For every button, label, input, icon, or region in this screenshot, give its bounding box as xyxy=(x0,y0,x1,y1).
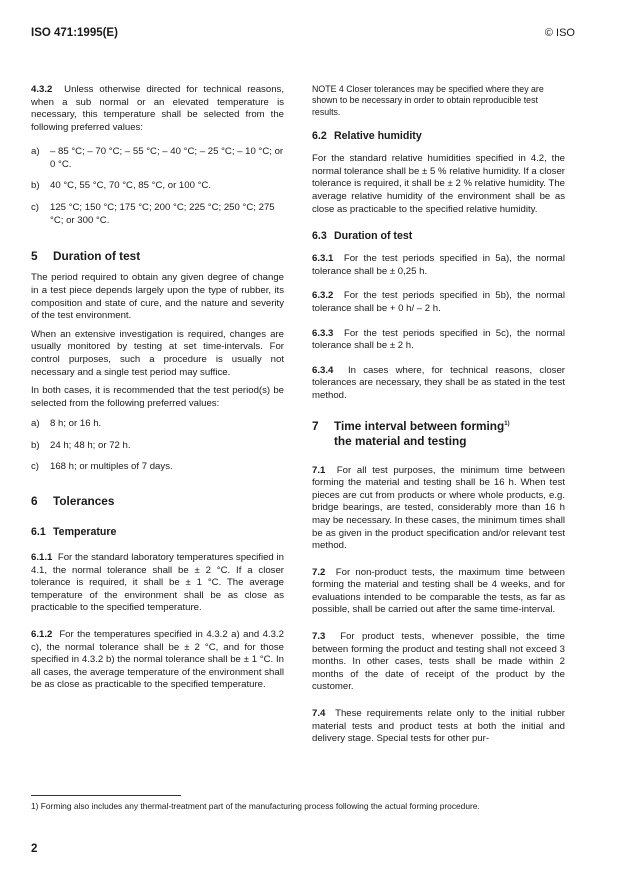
clause-7-4 xyxy=(312,708,565,746)
subsection-title: Relative humidity xyxy=(334,130,422,143)
copyright-mark: © ISO xyxy=(544,27,575,39)
clause-text: For the test periods specified in 5b), the normal tolerance shall be + 0 h/ – 2 h. xyxy=(312,290,565,314)
clause-number: 6.3.4 xyxy=(312,364,334,376)
clause-number: 6.1.2 xyxy=(31,629,53,641)
footnote-marker: 1) xyxy=(504,420,510,427)
clause-6-3-1 xyxy=(312,253,565,278)
subsection-number: 6.3 xyxy=(312,230,327,243)
list-item xyxy=(31,146,284,171)
clause-7-3 xyxy=(312,631,565,694)
footnote-divider xyxy=(31,795,181,796)
section-heading xyxy=(312,417,565,449)
right-column xyxy=(312,84,565,746)
clause-number: 7.2 xyxy=(312,566,326,578)
clause-number: 6.1.1 xyxy=(31,552,53,564)
section-number: 5 xyxy=(31,249,38,264)
list-item xyxy=(31,418,284,431)
list-text: 40 °C, 55 °C, 70 °C, 85 °C, or 100 °C. xyxy=(50,179,212,191)
clause-text: For the test periods specified in 5c), the normal tolerance shall be ± 2 h. xyxy=(312,327,565,352)
list-text: 168 h; or multiples of 7 days. xyxy=(50,461,173,473)
clause-text: For the standard laboratory temperatures specified in 4.1, the normal tolerance shall be ± 2 °C. If a closer tolerance is required, it shall be ± 1 °C. The average temperature of the environment shall be as close as practicable to the specified temperature. xyxy=(31,552,284,614)
list-text: 24 h; 48 h; or 72 h. xyxy=(50,439,131,451)
section-title: Duration of test xyxy=(53,249,141,264)
clause-text: These requirements relate only to the initial rubber material tests and product tests at both the initial and delivery stage. Special tests for other pur- xyxy=(312,708,565,745)
clause-number: 7.4 xyxy=(312,708,326,720)
subsection-title: Duration of test xyxy=(334,230,413,243)
paragraph: In both cases, it is recommended that the test period(s) be selected from the following preferred values: xyxy=(31,385,284,409)
list-item xyxy=(31,461,284,474)
clause-text: In cases where, for technical reasons, closer tolerances are necessary, they shall be as stated in the test method. xyxy=(312,364,565,401)
section-number: 7 xyxy=(312,418,319,433)
clause-number: 4.3.2 xyxy=(31,84,53,95)
left-column xyxy=(31,84,284,692)
subsection-number: 6.2 xyxy=(312,130,327,143)
clause-number: 7.3 xyxy=(312,631,326,643)
clause-text: For product tests, whenever possible, the time between forming the product and testing shall not exceed 3 months. In other cases, tests shall be made within 2 months of the date of receipt of the product by the customer. xyxy=(312,631,565,693)
clause-text: For non-product tests, the maximum time between forming the material and testing shall be 4 weeks, and for evaluations intended to be comparable the tests, as far as possible, shall be carried out after the same time-interval. xyxy=(312,566,565,616)
list-label: a) xyxy=(31,418,40,430)
clause-6-3-4 xyxy=(312,365,565,403)
page-number: 2 xyxy=(31,843,38,855)
clause-text: For the temperatures specified in 4.3.2 a) and 4.3.2 c), the normal tolerance shall be ± 2 °C, and for those specified in 4.3.2 b) the normal tolerance shall be ± 1 °C. In all cases, the average temperature of the environment shall be as close as practicable to the specified temperature. xyxy=(31,629,284,691)
list-item xyxy=(31,440,284,453)
list-item xyxy=(31,202,284,227)
list-label: a) xyxy=(31,146,40,158)
section-title: Tolerances xyxy=(53,494,115,509)
list-label: c) xyxy=(31,202,39,214)
note-4: NOTE 4 Closer tolerances may be specified where they are shown to be necessary in order to obtain reproducible test results. xyxy=(312,84,544,117)
clause-6-3-2 xyxy=(312,290,565,315)
clause-6-3-3 xyxy=(312,328,565,353)
paragraph: When an extensive investigation is required, changes are usually monitored by testing at set time-intervals. For control purposes, such a procedure is usually not necessary and a single test period may suffice. xyxy=(31,328,284,378)
section-title-continued: the material and testing xyxy=(334,433,467,448)
clause-4-3-2 xyxy=(31,84,284,134)
clause-6-1-1 xyxy=(31,552,284,615)
footnote: 1) Forming also includes any thermal-treatment part of the manufacturing process following the actual forming procedure. xyxy=(31,801,480,811)
clause-number: 7.1 xyxy=(312,464,326,476)
standard-number: ISO 471:1995(E) xyxy=(31,27,118,39)
section-heading xyxy=(31,249,284,264)
subsection-number: 6.1 xyxy=(31,526,46,539)
section-heading xyxy=(31,494,284,509)
clause-7-2 xyxy=(312,567,565,617)
subsection-title: Temperature xyxy=(53,526,117,539)
list-text: 8 h; or 16 h. xyxy=(50,418,102,430)
clause-text: For all test purposes, the minimum time between forming the material and testing shall be 16 h. When test pieces are cut from products or where whole products, e.g. bridge bearings, are tested, considerably more than 16 h may be necessary. In these cases, the minimum times shall be as given in the product specification and/or relevant test method. xyxy=(312,464,565,552)
paragraph: The period required to obtain any given degree of change in a test piece depends largely upon the type of rubber, its composition and state of cure, and the nature and severity of the test environment. xyxy=(31,272,284,322)
subsection-heading xyxy=(312,129,565,143)
clause-text: Unless otherwise directed for technical reasons, when a sub normal or an elevated temperature is necessary, this temperature shall be selected from the following preferred values: xyxy=(31,84,284,133)
clause-number: 6.3.1 xyxy=(312,253,334,265)
list-text: – 85 °C; – 70 °C; – 55 °C; – 40 °C; – 25 °C; – 10 °C; or 0 °C. xyxy=(50,146,284,170)
list-label: c) xyxy=(31,461,39,473)
list-label: b) xyxy=(31,439,40,451)
clause-text: For the test periods specified in 5a), the normal tolerance shall be ± 0,25 h. xyxy=(312,253,565,277)
clause-7-1 xyxy=(312,465,565,553)
section-title: Time interval between forming xyxy=(334,418,505,433)
subsection-heading xyxy=(31,525,284,539)
clause-6-1-2 xyxy=(31,629,284,692)
clause-number: 6.3.3 xyxy=(312,327,334,339)
paragraph: For the standard relative humidities specified in 4.2, the normal tolerance shall be ± 5 % relative humidity. If a closer tolerance is required, it shall be ± 2 % relative humidity. The average relative humidity of the environment shall be as close as practicable to the specified relative humidity. xyxy=(312,153,565,215)
list-label: b) xyxy=(31,179,40,191)
list-item xyxy=(31,180,284,193)
clause-number: 6.3.2 xyxy=(312,290,334,302)
list-text: 125 °C; 150 °C; 175 °C; 200 °C; 225 °C; 250 °C; 275 °C; or 300 °C. xyxy=(50,202,275,226)
section-number: 6 xyxy=(31,494,38,509)
subsection-heading xyxy=(312,229,565,243)
